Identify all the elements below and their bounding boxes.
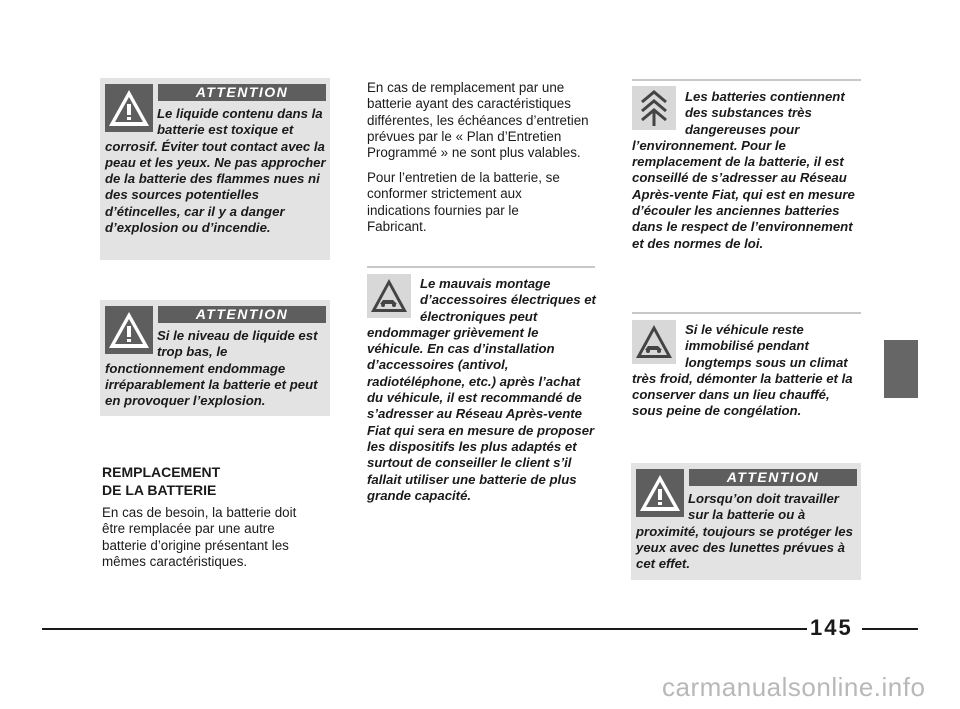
note-divider [367,266,595,268]
warning-text [105,328,327,409]
note-cold-climate [632,322,860,420]
page-number: 145 [810,615,853,640]
warning-box-eye-protection [631,463,861,580]
note-environment-text: Les batteries contiennent des substances très dangereuses pour l’environnement. Pour le remplacement de la batterie, il est conseillé de s’adresser au Réseau Après-vente Fiat, qui est en mesure d’écouler les anciennes batteries dans le respect de l’environnement et des normes de loi. [632,89,855,251]
warning-text [105,106,327,236]
warning-text-content: Le liquide contenu dans la batterie est toxique et corrosif. Éviter tout contact avec la peau et les yeux. Ne pas approcher de la batterie des flammes nues ni des sources potentielles d’étincelles, car il y a danger d’explosion ou d’incendie. [105,106,326,236]
note-cold-climate-text: Si le véhicule reste immobilisé pendant longtemps sous un climat très froid, démonter la batterie et la conserver dans un lieu chauffé, sous peine de congélation. [632,322,853,419]
attention-label: ATTENTION [689,469,857,486]
section-heading: REMPLACEMENT DE LA BATTERIE [102,464,221,498]
footer-rule-right [862,628,918,630]
warning-box-toxic-liquid [100,78,330,260]
note-divider [632,312,861,314]
paragraph-manufacturer: Pour l’entretien de la batterie, se conformer strictement aux indications fournies par le Fabricant. [367,170,560,234]
footer-rule-left [42,628,807,630]
paragraph-maintenance: En cas de remplacement par une batterie ayant des caractéristiques différentes, les échéances d’entretien prévues par le « Plan d’Entretien Programmé » ne sont plus valables. [367,80,589,161]
warning-text-content: Si le niveau de liquide est trop bas, le fonctionnement endommage irréparablement la batterie et peut en provoquer l’explosion. [105,328,318,409]
section-body: En cas de besoin, la batterie doit être remplacée par une autre batterie d’origine présentant les mêmes caractéristiques. [102,505,297,569]
note-accessories [367,276,597,504]
note-divider [632,79,861,81]
chapter-tab [884,340,918,398]
attention-label: ATTENTION [158,306,326,323]
warning-text-content: Lorsqu’on doit travailler sur la batterie ou à proximité, toujours se protéger les yeux avec des lunettes prévues à cet effet. [636,491,853,572]
warning-text [636,491,858,572]
watermark: carmanualsonline.info [662,672,926,702]
note-environment [632,89,860,252]
warning-box-low-level [100,300,330,416]
attention-label: ATTENTION [158,84,326,101]
note-accessories-text: Le mauvais montage d’accessoires électriques et électroniques peut endommager grièvement le véhicule. En cas d’installation d’accessoires (antivol, radiotéléphone, etc.) après l’achat du véhicule, il est recommandé de s’adresser au Réseau Après-vente Fiat qui sera en mesure de proposer les dispositifs les plus adaptés et surtout de conseiller le client s’il fallait utiliser une batterie de plus grande capacité. [367,276,596,503]
